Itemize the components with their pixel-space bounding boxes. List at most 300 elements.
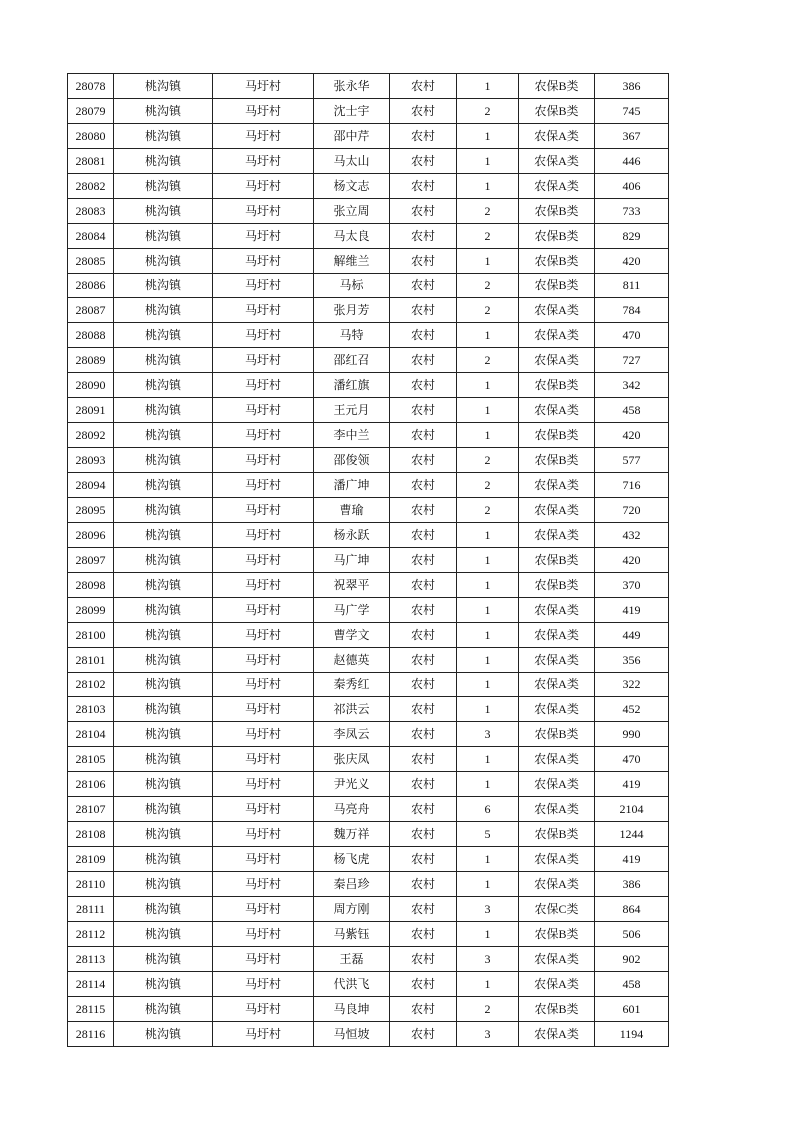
town-cell: 桃沟镇 — [114, 423, 213, 448]
person-name-cell: 马广学 — [314, 597, 390, 622]
village-cell: 马圩村 — [213, 722, 314, 747]
town-cell: 桃沟镇 — [114, 323, 213, 348]
record-id-cell: 28091 — [68, 398, 114, 423]
person-name-cell: 周方刚 — [314, 896, 390, 921]
household-count-cell: 1 — [457, 398, 519, 423]
household-count-cell: 1 — [457, 173, 519, 198]
record-id-cell: 28089 — [68, 348, 114, 373]
table-row — [68, 273, 669, 298]
area-type-cell: 农村 — [390, 647, 457, 672]
area-type-cell: 农村 — [390, 946, 457, 971]
record-id-cell: 28104 — [68, 722, 114, 747]
person-name-cell: 马亮舟 — [314, 797, 390, 822]
person-name-cell: 李中兰 — [314, 423, 390, 448]
town-cell: 桃沟镇 — [114, 248, 213, 273]
household-count-cell: 1 — [457, 622, 519, 647]
person-name-cell: 马紫钰 — [314, 921, 390, 946]
insurance-category-cell: 农保A类 — [519, 323, 595, 348]
insurance-category-cell: 农保B类 — [519, 572, 595, 597]
town-cell: 桃沟镇 — [114, 946, 213, 971]
amount-cell: 432 — [595, 522, 669, 547]
record-id-cell: 28081 — [68, 148, 114, 173]
town-cell: 桃沟镇 — [114, 1021, 213, 1046]
table-row — [68, 298, 669, 323]
amount-cell: 727 — [595, 348, 669, 373]
town-cell: 桃沟镇 — [114, 572, 213, 597]
table-row — [68, 1021, 669, 1046]
person-name-cell: 张立周 — [314, 198, 390, 223]
record-id-cell: 28097 — [68, 547, 114, 572]
records-table — [67, 73, 669, 1047]
insurance-category-cell: 农保A类 — [519, 522, 595, 547]
amount-cell: 470 — [595, 323, 669, 348]
amount-cell: 419 — [595, 597, 669, 622]
household-count-cell: 2 — [457, 348, 519, 373]
record-id-cell: 28086 — [68, 273, 114, 298]
insurance-category-cell: 农保B类 — [519, 223, 595, 248]
table-row — [68, 448, 669, 473]
table-row — [68, 547, 669, 572]
town-cell: 桃沟镇 — [114, 847, 213, 872]
record-id-cell: 28109 — [68, 847, 114, 872]
town-cell: 桃沟镇 — [114, 198, 213, 223]
area-type-cell: 农村 — [390, 497, 457, 522]
village-cell: 马圩村 — [213, 547, 314, 572]
area-type-cell: 农村 — [390, 747, 457, 772]
amount-cell: 419 — [595, 772, 669, 797]
amount-cell: 458 — [595, 398, 669, 423]
record-id-cell: 28111 — [68, 896, 114, 921]
village-cell: 马圩村 — [213, 772, 314, 797]
insurance-category-cell: 农保A类 — [519, 173, 595, 198]
village-cell: 马圩村 — [213, 896, 314, 921]
insurance-category-cell: 农保B类 — [519, 547, 595, 572]
amount-cell: 367 — [595, 123, 669, 148]
person-name-cell: 张庆凤 — [314, 747, 390, 772]
insurance-category-cell: 农保A类 — [519, 497, 595, 522]
area-type-cell: 农村 — [390, 572, 457, 597]
village-cell: 马圩村 — [213, 672, 314, 697]
insurance-category-cell: 农保A类 — [519, 398, 595, 423]
insurance-category-cell: 农保B类 — [519, 248, 595, 273]
table-row — [68, 473, 669, 498]
area-type-cell: 农村 — [390, 921, 457, 946]
insurance-category-cell: 农保A类 — [519, 697, 595, 722]
amount-cell: 420 — [595, 423, 669, 448]
town-cell: 桃沟镇 — [114, 722, 213, 747]
household-count-cell: 2 — [457, 198, 519, 223]
table-row — [68, 647, 669, 672]
village-cell: 马圩村 — [213, 697, 314, 722]
table-row — [68, 697, 669, 722]
table-row — [68, 173, 669, 198]
person-name-cell: 张永华 — [314, 74, 390, 99]
village-cell: 马圩村 — [213, 1021, 314, 1046]
area-type-cell: 农村 — [390, 98, 457, 123]
town-cell: 桃沟镇 — [114, 996, 213, 1021]
insurance-category-cell: 农保B类 — [519, 822, 595, 847]
person-name-cell: 马太山 — [314, 148, 390, 173]
table-row — [68, 572, 669, 597]
amount-cell: 452 — [595, 697, 669, 722]
village-cell: 马圩村 — [213, 647, 314, 672]
record-id-cell: 28112 — [68, 921, 114, 946]
insurance-category-cell: 农保A类 — [519, 797, 595, 822]
insurance-category-cell: 农保A类 — [519, 1021, 595, 1046]
village-cell: 马圩村 — [213, 423, 314, 448]
table-row — [68, 423, 669, 448]
area-type-cell: 农村 — [390, 872, 457, 897]
record-id-cell: 28115 — [68, 996, 114, 1021]
amount-cell: 470 — [595, 747, 669, 772]
village-cell: 马圩村 — [213, 797, 314, 822]
amount-cell: 829 — [595, 223, 669, 248]
record-id-cell: 28110 — [68, 872, 114, 897]
area-type-cell: 农村 — [390, 797, 457, 822]
household-count-cell: 5 — [457, 822, 519, 847]
table-row — [68, 672, 669, 697]
insurance-category-cell: 农保A类 — [519, 672, 595, 697]
person-name-cell: 李凤云 — [314, 722, 390, 747]
area-type-cell: 农村 — [390, 248, 457, 273]
town-cell: 桃沟镇 — [114, 373, 213, 398]
insurance-category-cell: 农保B类 — [519, 423, 595, 448]
town-cell: 桃沟镇 — [114, 148, 213, 173]
insurance-category-cell: 农保A类 — [519, 148, 595, 173]
town-cell: 桃沟镇 — [114, 896, 213, 921]
household-count-cell: 2 — [457, 273, 519, 298]
village-cell: 马圩村 — [213, 98, 314, 123]
household-count-cell: 1 — [457, 921, 519, 946]
village-cell: 马圩村 — [213, 996, 314, 1021]
table-row — [68, 797, 669, 822]
person-name-cell: 沈士宇 — [314, 98, 390, 123]
village-cell: 马圩村 — [213, 323, 314, 348]
town-cell: 桃沟镇 — [114, 872, 213, 897]
table-row — [68, 323, 669, 348]
person-name-cell: 邵中芹 — [314, 123, 390, 148]
insurance-category-cell: 农保B类 — [519, 98, 595, 123]
table-row — [68, 597, 669, 622]
record-id-cell: 28082 — [68, 173, 114, 198]
insurance-category-cell: 农保B类 — [519, 921, 595, 946]
insurance-category-cell: 农保A类 — [519, 847, 595, 872]
town-cell: 桃沟镇 — [114, 971, 213, 996]
table-body — [68, 74, 669, 1047]
amount-cell: 420 — [595, 547, 669, 572]
household-count-cell: 1 — [457, 597, 519, 622]
record-id-cell: 28108 — [68, 822, 114, 847]
household-count-cell: 1 — [457, 572, 519, 597]
village-cell: 马圩村 — [213, 522, 314, 547]
insurance-category-cell: 农保A类 — [519, 622, 595, 647]
table-row — [68, 148, 669, 173]
record-id-cell: 28100 — [68, 622, 114, 647]
town-cell: 桃沟镇 — [114, 597, 213, 622]
table-row — [68, 522, 669, 547]
area-type-cell: 农村 — [390, 173, 457, 198]
table-row — [68, 373, 669, 398]
town-cell: 桃沟镇 — [114, 547, 213, 572]
person-name-cell: 代洪飞 — [314, 971, 390, 996]
person-name-cell: 祁洪云 — [314, 697, 390, 722]
person-name-cell: 潘广坤 — [314, 473, 390, 498]
insurance-category-cell: 农保B类 — [519, 448, 595, 473]
amount-cell: 784 — [595, 298, 669, 323]
household-count-cell: 1 — [457, 872, 519, 897]
amount-cell: 2104 — [595, 797, 669, 822]
insurance-category-cell: 农保A类 — [519, 298, 595, 323]
amount-cell: 370 — [595, 572, 669, 597]
record-id-cell: 28092 — [68, 423, 114, 448]
amount-cell: 733 — [595, 198, 669, 223]
village-cell: 马圩村 — [213, 148, 314, 173]
household-count-cell: 6 — [457, 797, 519, 822]
amount-cell: 902 — [595, 946, 669, 971]
insurance-category-cell: 农保A类 — [519, 747, 595, 772]
area-type-cell: 农村 — [390, 448, 457, 473]
table-row — [68, 921, 669, 946]
insurance-category-cell: 农保A类 — [519, 971, 595, 996]
insurance-category-cell: 农保B类 — [519, 198, 595, 223]
town-cell: 桃沟镇 — [114, 622, 213, 647]
household-count-cell: 1 — [457, 373, 519, 398]
village-cell: 马圩村 — [213, 373, 314, 398]
area-type-cell: 农村 — [390, 672, 457, 697]
village-cell: 马圩村 — [213, 946, 314, 971]
household-count-cell: 2 — [457, 497, 519, 522]
area-type-cell: 农村 — [390, 148, 457, 173]
record-id-cell: 28078 — [68, 74, 114, 99]
household-count-cell: 3 — [457, 896, 519, 921]
household-count-cell: 2 — [457, 996, 519, 1021]
village-cell: 马圩村 — [213, 872, 314, 897]
town-cell: 桃沟镇 — [114, 921, 213, 946]
village-cell: 马圩村 — [213, 822, 314, 847]
area-type-cell: 农村 — [390, 822, 457, 847]
record-id-cell: 28107 — [68, 797, 114, 822]
town-cell: 桃沟镇 — [114, 273, 213, 298]
town-cell: 桃沟镇 — [114, 672, 213, 697]
village-cell: 马圩村 — [213, 473, 314, 498]
amount-cell: 864 — [595, 896, 669, 921]
insurance-category-cell: 农保A类 — [519, 597, 595, 622]
person-name-cell: 祝翠平 — [314, 572, 390, 597]
area-type-cell: 农村 — [390, 198, 457, 223]
household-count-cell: 1 — [457, 772, 519, 797]
area-type-cell: 农村 — [390, 298, 457, 323]
household-count-cell: 1 — [457, 323, 519, 348]
area-type-cell: 农村 — [390, 522, 457, 547]
person-name-cell: 马良坤 — [314, 996, 390, 1021]
town-cell: 桃沟镇 — [114, 797, 213, 822]
area-type-cell: 农村 — [390, 971, 457, 996]
village-cell: 马圩村 — [213, 398, 314, 423]
area-type-cell: 农村 — [390, 697, 457, 722]
household-count-cell: 3 — [457, 1021, 519, 1046]
table-row — [68, 123, 669, 148]
town-cell: 桃沟镇 — [114, 74, 213, 99]
person-name-cell: 马广坤 — [314, 547, 390, 572]
record-id-cell: 28101 — [68, 647, 114, 672]
amount-cell: 406 — [595, 173, 669, 198]
household-count-cell: 2 — [457, 473, 519, 498]
table-row — [68, 847, 669, 872]
household-count-cell: 1 — [457, 647, 519, 672]
table-row — [68, 348, 669, 373]
record-id-cell: 28085 — [68, 248, 114, 273]
area-type-cell: 农村 — [390, 323, 457, 348]
person-name-cell: 邵俊领 — [314, 448, 390, 473]
record-id-cell: 28084 — [68, 223, 114, 248]
village-cell: 马圩村 — [213, 597, 314, 622]
area-type-cell: 农村 — [390, 348, 457, 373]
area-type-cell: 农村 — [390, 273, 457, 298]
record-id-cell: 28106 — [68, 772, 114, 797]
village-cell: 马圩村 — [213, 123, 314, 148]
area-type-cell: 农村 — [390, 722, 457, 747]
person-name-cell: 赵德英 — [314, 647, 390, 672]
person-name-cell: 解维兰 — [314, 248, 390, 273]
town-cell: 桃沟镇 — [114, 398, 213, 423]
record-id-cell: 28095 — [68, 497, 114, 522]
table-row — [68, 622, 669, 647]
area-type-cell: 农村 — [390, 622, 457, 647]
insurance-category-cell: 农保B类 — [519, 996, 595, 1021]
household-count-cell: 2 — [457, 298, 519, 323]
town-cell: 桃沟镇 — [114, 298, 213, 323]
amount-cell: 577 — [595, 448, 669, 473]
town-cell: 桃沟镇 — [114, 497, 213, 522]
area-type-cell: 农村 — [390, 423, 457, 448]
household-count-cell: 1 — [457, 522, 519, 547]
town-cell: 桃沟镇 — [114, 747, 213, 772]
town-cell: 桃沟镇 — [114, 473, 213, 498]
amount-cell: 446 — [595, 148, 669, 173]
record-id-cell: 28113 — [68, 946, 114, 971]
table-row — [68, 198, 669, 223]
household-count-cell: 1 — [457, 423, 519, 448]
table-row — [68, 946, 669, 971]
village-cell: 马圩村 — [213, 173, 314, 198]
person-name-cell: 马特 — [314, 323, 390, 348]
table-row — [68, 747, 669, 772]
insurance-category-cell: 农保B类 — [519, 74, 595, 99]
person-name-cell: 秦秀红 — [314, 672, 390, 697]
table-row — [68, 398, 669, 423]
record-id-cell: 28114 — [68, 971, 114, 996]
area-type-cell: 农村 — [390, 847, 457, 872]
amount-cell: 745 — [595, 98, 669, 123]
record-id-cell: 28103 — [68, 697, 114, 722]
person-name-cell: 曹瑜 — [314, 497, 390, 522]
person-name-cell: 杨文志 — [314, 173, 390, 198]
table-row — [68, 896, 669, 921]
person-name-cell: 魏万祥 — [314, 822, 390, 847]
village-cell: 马圩村 — [213, 273, 314, 298]
amount-cell: 420 — [595, 248, 669, 273]
household-count-cell: 1 — [457, 74, 519, 99]
person-name-cell: 杨飞虎 — [314, 847, 390, 872]
area-type-cell: 农村 — [390, 373, 457, 398]
table-row — [68, 98, 669, 123]
area-type-cell: 农村 — [390, 74, 457, 99]
table-row — [68, 971, 669, 996]
table-row — [68, 248, 669, 273]
household-count-cell: 1 — [457, 747, 519, 772]
household-count-cell: 1 — [457, 672, 519, 697]
insurance-category-cell: 农保A类 — [519, 946, 595, 971]
village-cell: 马圩村 — [213, 223, 314, 248]
amount-cell: 811 — [595, 273, 669, 298]
table-row — [68, 223, 669, 248]
village-cell: 马圩村 — [213, 847, 314, 872]
village-cell: 马圩村 — [213, 497, 314, 522]
person-name-cell: 马太良 — [314, 223, 390, 248]
village-cell: 马圩村 — [213, 921, 314, 946]
record-id-cell: 28088 — [68, 323, 114, 348]
village-cell: 马圩村 — [213, 348, 314, 373]
amount-cell: 716 — [595, 473, 669, 498]
record-id-cell: 28116 — [68, 1021, 114, 1046]
household-count-cell: 3 — [457, 722, 519, 747]
area-type-cell: 农村 — [390, 772, 457, 797]
amount-cell: 601 — [595, 996, 669, 1021]
table-row — [68, 74, 669, 99]
record-id-cell: 28102 — [68, 672, 114, 697]
town-cell: 桃沟镇 — [114, 822, 213, 847]
household-count-cell: 1 — [457, 123, 519, 148]
household-count-cell: 1 — [457, 847, 519, 872]
area-type-cell: 农村 — [390, 223, 457, 248]
area-type-cell: 农村 — [390, 996, 457, 1021]
person-name-cell: 潘红旗 — [314, 373, 390, 398]
insurance-category-cell: 农保A类 — [519, 772, 595, 797]
record-id-cell: 28080 — [68, 123, 114, 148]
amount-cell: 1194 — [595, 1021, 669, 1046]
table-row — [68, 996, 669, 1021]
record-id-cell: 28105 — [68, 747, 114, 772]
record-id-cell: 28090 — [68, 373, 114, 398]
amount-cell: 990 — [595, 722, 669, 747]
amount-cell: 342 — [595, 373, 669, 398]
area-type-cell: 农村 — [390, 547, 457, 572]
town-cell: 桃沟镇 — [114, 98, 213, 123]
insurance-category-cell: 农保A类 — [519, 647, 595, 672]
area-type-cell: 农村 — [390, 896, 457, 921]
household-count-cell: 1 — [457, 697, 519, 722]
person-name-cell: 王元月 — [314, 398, 390, 423]
town-cell: 桃沟镇 — [114, 123, 213, 148]
insurance-category-cell: 农保B类 — [519, 373, 595, 398]
amount-cell: 322 — [595, 672, 669, 697]
person-name-cell: 杨永跃 — [314, 522, 390, 547]
town-cell: 桃沟镇 — [114, 448, 213, 473]
table-row — [68, 872, 669, 897]
table-row — [68, 722, 669, 747]
record-id-cell: 28093 — [68, 448, 114, 473]
town-cell: 桃沟镇 — [114, 697, 213, 722]
person-name-cell: 邵红召 — [314, 348, 390, 373]
town-cell: 桃沟镇 — [114, 223, 213, 248]
person-name-cell: 尹光义 — [314, 772, 390, 797]
household-count-cell: 1 — [457, 971, 519, 996]
amount-cell: 356 — [595, 647, 669, 672]
town-cell: 桃沟镇 — [114, 772, 213, 797]
village-cell: 马圩村 — [213, 248, 314, 273]
record-id-cell: 28083 — [68, 198, 114, 223]
area-type-cell: 农村 — [390, 398, 457, 423]
